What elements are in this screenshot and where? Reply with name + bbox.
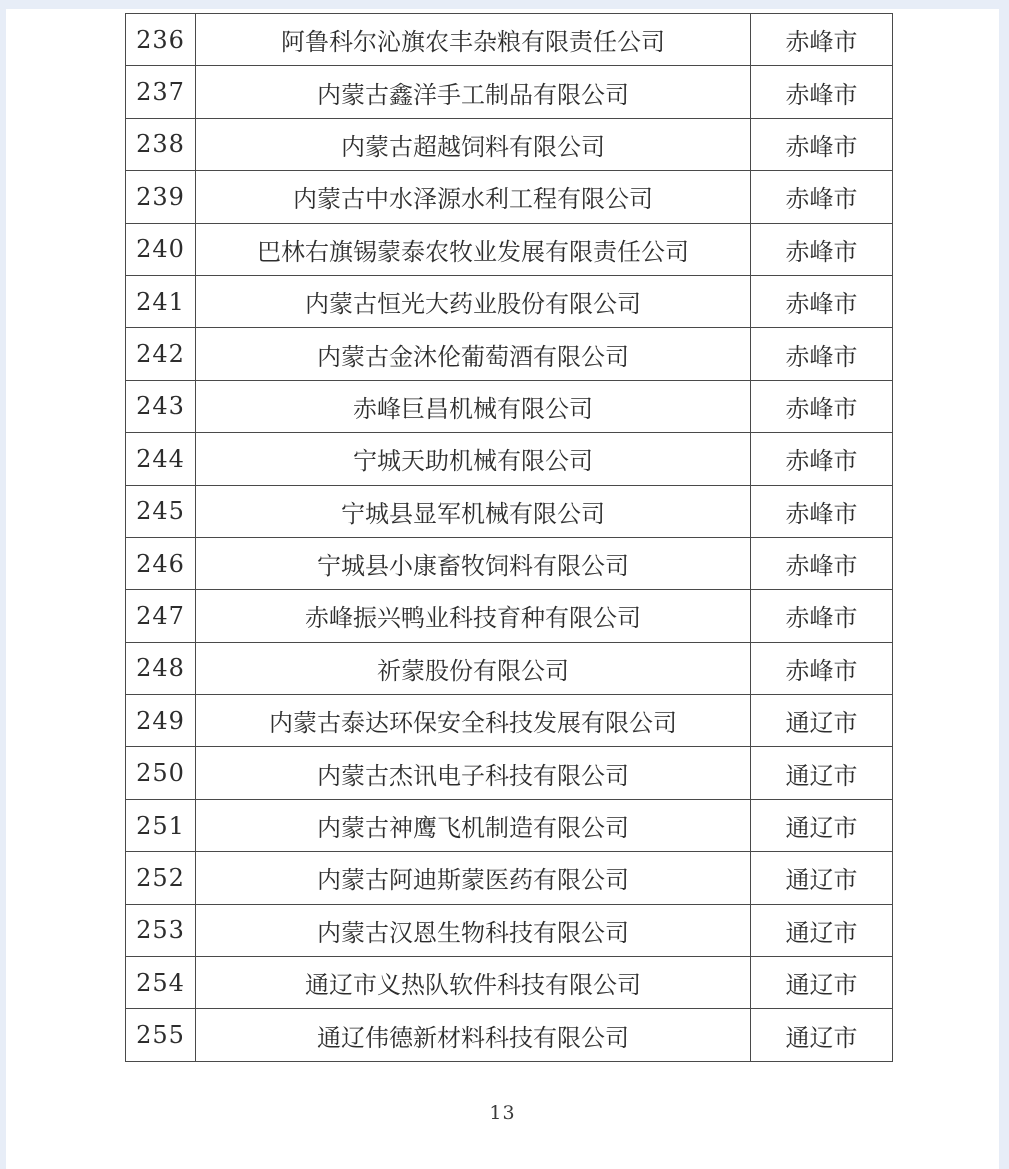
company-cell: 宁城县小康畜牧饲料有限公司 bbox=[196, 537, 751, 589]
index-cell: 240 bbox=[126, 223, 196, 275]
city-cell: 通辽市 bbox=[751, 799, 893, 851]
index-cell: 250 bbox=[126, 747, 196, 799]
index-cell: 244 bbox=[126, 433, 196, 485]
company-cell: 内蒙古杰讯电子科技有限公司 bbox=[196, 747, 751, 799]
table-row bbox=[126, 590, 893, 642]
city-cell: 赤峰市 bbox=[751, 275, 893, 327]
company-cell: 宁城天助机械有限公司 bbox=[196, 433, 751, 485]
city-cell: 赤峰市 bbox=[751, 171, 893, 223]
company-cell: 内蒙古金沐伦葡萄酒有限公司 bbox=[196, 328, 751, 380]
index-cell: 248 bbox=[126, 642, 196, 694]
city-cell: 通辽市 bbox=[751, 957, 893, 1009]
index-cell: 241 bbox=[126, 275, 196, 327]
table-row bbox=[126, 171, 893, 223]
index-cell: 249 bbox=[126, 695, 196, 747]
index-cell: 253 bbox=[126, 904, 196, 956]
company-cell: 内蒙古恒光大药业股份有限公司 bbox=[196, 275, 751, 327]
city-cell: 通辽市 bbox=[751, 695, 893, 747]
index-cell: 246 bbox=[126, 537, 196, 589]
table-row bbox=[126, 380, 893, 432]
table-row bbox=[126, 433, 893, 485]
index-cell: 243 bbox=[126, 380, 196, 432]
page-number: 13 bbox=[489, 1101, 516, 1124]
city-cell: 赤峰市 bbox=[751, 118, 893, 170]
table-row bbox=[126, 799, 893, 851]
company-cell: 赤峰巨昌机械有限公司 bbox=[196, 380, 751, 432]
index-cell: 254 bbox=[126, 957, 196, 1009]
city-cell: 赤峰市 bbox=[751, 537, 893, 589]
city-cell: 赤峰市 bbox=[751, 66, 893, 118]
company-cell: 宁城县显军机械有限公司 bbox=[196, 485, 751, 537]
company-cell: 内蒙古中水泽源水利工程有限公司 bbox=[196, 171, 751, 223]
company-cell: 通辽伟德新材料科技有限公司 bbox=[196, 1009, 751, 1061]
city-cell: 通辽市 bbox=[751, 1009, 893, 1061]
table-row bbox=[126, 485, 893, 537]
index-cell: 252 bbox=[126, 852, 196, 904]
table-row bbox=[126, 223, 893, 275]
city-cell: 赤峰市 bbox=[751, 328, 893, 380]
city-cell: 通辽市 bbox=[751, 904, 893, 956]
table-row bbox=[126, 66, 893, 118]
table-row bbox=[126, 14, 893, 66]
table-row bbox=[126, 852, 893, 904]
company-cell: 祈蒙股份有限公司 bbox=[196, 642, 751, 694]
table-row bbox=[126, 957, 893, 1009]
table-row bbox=[126, 642, 893, 694]
index-cell: 247 bbox=[126, 590, 196, 642]
table-row bbox=[126, 537, 893, 589]
company-cell: 通辽市义热队软件科技有限公司 bbox=[196, 957, 751, 1009]
city-cell: 通辽市 bbox=[751, 852, 893, 904]
city-cell: 赤峰市 bbox=[751, 380, 893, 432]
company-cell: 内蒙古神鹰飞机制造有限公司 bbox=[196, 799, 751, 851]
index-cell: 255 bbox=[126, 1009, 196, 1061]
document-page bbox=[6, 9, 999, 1169]
table-row bbox=[126, 275, 893, 327]
city-cell: 赤峰市 bbox=[751, 642, 893, 694]
index-cell: 239 bbox=[126, 171, 196, 223]
city-cell: 赤峰市 bbox=[751, 433, 893, 485]
company-cell: 阿鲁科尔沁旗农丰杂粮有限责任公司 bbox=[196, 14, 751, 66]
index-cell: 238 bbox=[126, 118, 196, 170]
city-cell: 赤峰市 bbox=[751, 223, 893, 275]
company-cell: 巴林右旗锡蒙泰农牧业发展有限责任公司 bbox=[196, 223, 751, 275]
index-cell: 236 bbox=[126, 14, 196, 66]
index-cell: 237 bbox=[126, 66, 196, 118]
table-row bbox=[126, 1009, 893, 1061]
table-row bbox=[126, 695, 893, 747]
company-cell: 内蒙古泰达环保安全科技发展有限公司 bbox=[196, 695, 751, 747]
city-cell: 赤峰市 bbox=[751, 14, 893, 66]
company-cell: 内蒙古汉恩生物科技有限公司 bbox=[196, 904, 751, 956]
company-cell: 赤峰振兴鸭业科技育种有限公司 bbox=[196, 590, 751, 642]
index-cell: 245 bbox=[126, 485, 196, 537]
company-cell: 内蒙古超越饲料有限公司 bbox=[196, 118, 751, 170]
index-cell: 242 bbox=[126, 328, 196, 380]
table-row bbox=[126, 118, 893, 170]
company-cell: 内蒙古鑫洋手工制品有限公司 bbox=[196, 66, 751, 118]
city-cell: 赤峰市 bbox=[751, 590, 893, 642]
table-row bbox=[126, 747, 893, 799]
table-row bbox=[126, 328, 893, 380]
company-cell: 内蒙古阿迪斯蒙医药有限公司 bbox=[196, 852, 751, 904]
table-body bbox=[126, 14, 893, 1062]
city-cell: 通辽市 bbox=[751, 747, 893, 799]
company-table bbox=[125, 13, 893, 1062]
table-row bbox=[126, 904, 893, 956]
index-cell: 251 bbox=[126, 799, 196, 851]
city-cell: 赤峰市 bbox=[751, 485, 893, 537]
